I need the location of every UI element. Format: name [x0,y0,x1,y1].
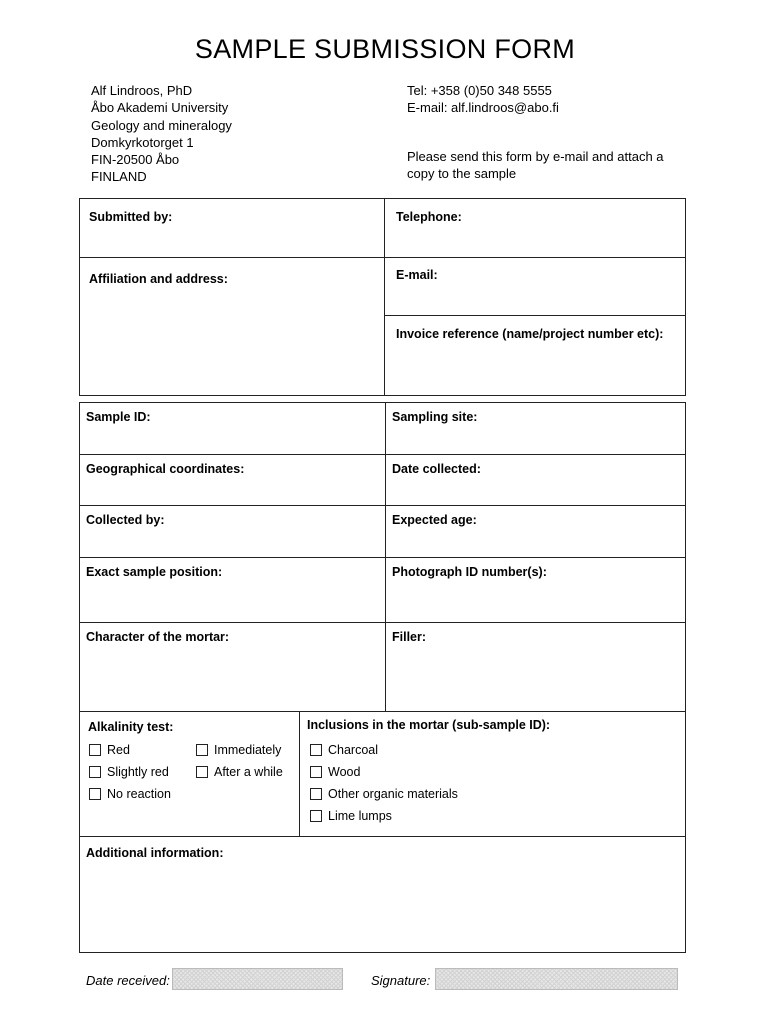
email-field[interactable]: E-mail: [396,268,438,282]
checkbox[interactable] [89,744,101,756]
address-line: Åbo Akademi University [91,100,229,116]
alkalinity-option-no-reaction[interactable] [89,787,171,801]
checkbox[interactable] [310,766,322,778]
checkbox[interactable] [310,744,322,756]
inclusion-option-other-organic[interactable] [310,787,458,801]
mortar-character-field[interactable]: Character of the mortar: [86,630,230,644]
filler-field[interactable]: Filler: [392,630,427,644]
sample-row-line [79,454,686,455]
contact-block [407,82,559,117]
note-line: copy to the sample [407,166,517,182]
exact-position-field[interactable]: Exact sample position: [86,565,223,579]
alkalinity-option-after-a-while[interactable] [196,765,283,779]
signature-label: Signature: [371,973,431,988]
checkbox-label: Lime lumps [328,809,392,823]
collected-by-field[interactable]: Collected by: [86,513,165,527]
checkbox[interactable] [196,744,208,756]
expected-age-field[interactable]: Expected age: [392,513,477,527]
contact-telephone: Tel: +358 (0)50 348 5555 [407,83,552,98]
sample-row-line [79,711,686,712]
checkbox-label: Other organic materials [328,787,458,801]
submitted-by-field[interactable]: Submitted by: [89,210,173,224]
address-line: FIN-20500 Åbo [91,152,180,168]
submitter-row-line [79,257,686,258]
submitter-row-line [384,315,686,316]
checkbox-label: Immediately [214,743,282,757]
alkalinity-option-red[interactable] [89,743,130,757]
date-collected-field[interactable]: Date collected: [392,462,481,476]
invoice-reference-field[interactable]: Invoice reference (name/project number etc): [396,327,664,341]
submitter-divider [384,198,385,396]
checkbox-label: Wood [328,765,361,779]
inclusion-option-charcoal[interactable] [310,743,378,757]
address-line: Domkyrkotorget 1 [91,134,194,150]
sampling-site-field[interactable]: Sampling site: [392,410,478,424]
additional-information-field[interactable]: Additional information: [86,846,224,860]
telephone-field[interactable]: Telephone: [396,210,462,224]
checkbox[interactable] [89,766,101,778]
sample-row-line [79,836,686,837]
alkalinity-divider [299,711,300,836]
signature-input[interactable] [435,968,678,990]
contact-email: E-mail: alf.lindroos@abo.fi [407,100,559,116]
photograph-id-field[interactable]: Photograph ID number(s): [392,565,547,579]
address-line: FINLAND [91,169,147,185]
address-line: Alf Lindroos, PhD [91,83,193,98]
checkbox[interactable] [89,788,101,800]
checkbox-label: Red [107,743,130,757]
alkalinity-option-slightly-red[interactable] [89,765,169,779]
affiliation-field[interactable]: Affiliation and address: [89,272,228,286]
sample-table [79,402,686,953]
submitter-table [79,198,686,396]
date-received-input[interactable] [172,968,343,990]
geographical-coordinates-field[interactable]: Geographical coordinates: [86,462,245,476]
form-title: SAMPLE SUBMISSION FORM [194,34,576,64]
alkalinity-option-immediately[interactable] [196,743,281,757]
address-block [91,82,232,186]
sample-row-line [79,622,686,623]
sample-row-line [79,557,686,558]
checkbox-label: Slightly red [107,765,169,779]
checkbox-label: After a while [214,765,283,779]
inclusion-option-lime-lumps[interactable] [310,809,392,823]
checkbox-label: Charcoal [328,743,379,757]
checkbox[interactable] [310,810,322,822]
inclusions-label: Inclusions in the mortar (sub-sample ID): [307,718,551,732]
inclusion-option-wood[interactable] [310,765,360,779]
checkbox-label: No reaction [107,787,171,801]
note-line: Please send this form by e-mail and attach a [407,149,664,164]
sample-id-field[interactable]: Sample ID: [86,410,151,424]
sample-row-line [79,505,686,506]
date-received-label: Date received: [86,973,170,988]
checkbox[interactable] [196,766,208,778]
checkbox[interactable] [310,788,322,800]
alkalinity-test-label: Alkalinity test: [88,720,174,734]
address-line: Geology and mineralogy [91,117,232,133]
instructions-note [407,148,664,183]
